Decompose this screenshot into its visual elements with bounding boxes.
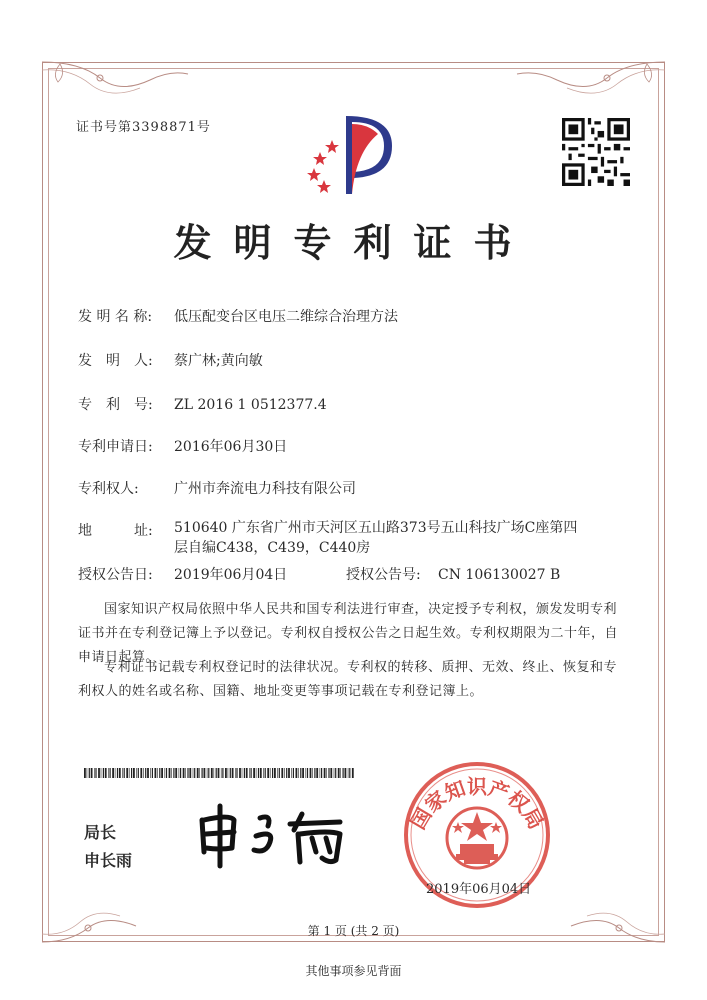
invention-name-row xyxy=(78,306,398,326)
seal-text: 国家知识产权局 xyxy=(405,774,549,834)
director-signature xyxy=(190,800,370,870)
inventor-value: 蔡广林;黄向敏 xyxy=(174,353,263,369)
invention-name-label: 发 明 名 称: xyxy=(78,309,153,325)
inventor-label: 发 明 人: xyxy=(78,353,153,369)
qr-code[interactable] xyxy=(562,118,630,186)
address-value: 510640 广东省广州市天河区五山路373号五山科技广场C座第四层自编C438，C439，C440房 xyxy=(174,520,578,556)
address-label: 地 址: xyxy=(78,523,153,539)
certificate-title: 发明专利证书 xyxy=(173,220,534,265)
grant-statement-paragraph: 国家知识产权局依照中华人民共和国专利法进行审查，决定授予专利权，颁发发明专利证书并在专利登记簿上予以登记。专利权自授权公告之日起生效。专利权期限为二十年，自申请日起算。 xyxy=(78,602,619,665)
grant-number-row xyxy=(346,564,560,584)
patentee-value: 广州市奔流电力科技有限公司 xyxy=(174,481,356,497)
legal-status-paragraph: 专利证书记载专利权登记时的法律状况。专利权的转移、质押、无效、终止、恢复和专利权人的姓名或名称、国籍、地址变更等事项记载在专利登记簿上。 xyxy=(78,660,618,699)
director-title: 局长 xyxy=(84,823,117,842)
patent-office-logo-icon xyxy=(298,112,404,198)
grant-number-value: CN 106130027 B xyxy=(438,567,561,583)
top-right-ornament xyxy=(512,60,667,110)
apply-date-label: 专利申请日: xyxy=(78,439,153,455)
grant-date-value: 2019年06月04日 xyxy=(174,567,288,583)
invention-name-value: 低压配变台区电压二维综合治理方法 xyxy=(174,309,398,325)
patentee-label: 专利权人: xyxy=(78,481,139,497)
patent-number-row xyxy=(78,394,327,414)
seal-date: 2019年06月04日 xyxy=(426,882,532,897)
barcode xyxy=(84,768,354,778)
grant-date-row xyxy=(78,564,287,584)
address-row-label xyxy=(78,520,174,540)
certificate-number: 证书号第3398871号 xyxy=(76,120,211,135)
director-name: 申长雨 xyxy=(84,851,133,870)
patent-number-value: ZL 2016 1 0512377.4 xyxy=(174,397,327,413)
patentee-row xyxy=(78,478,356,498)
patent-number-label: 专 利 号: xyxy=(78,397,153,413)
page-number: 第 1 页 (共 2 页) xyxy=(307,924,400,938)
footer-note: 其他事项参见背面 xyxy=(305,964,402,978)
grant-number-label: 授权公告号: xyxy=(346,567,421,583)
apply-date-value: 2016年06月30日 xyxy=(174,439,288,455)
inventor-row xyxy=(78,350,263,370)
grant-date-label: 授权公告日: xyxy=(78,567,153,583)
top-left-ornament xyxy=(40,60,190,110)
apply-date-row xyxy=(78,436,287,456)
